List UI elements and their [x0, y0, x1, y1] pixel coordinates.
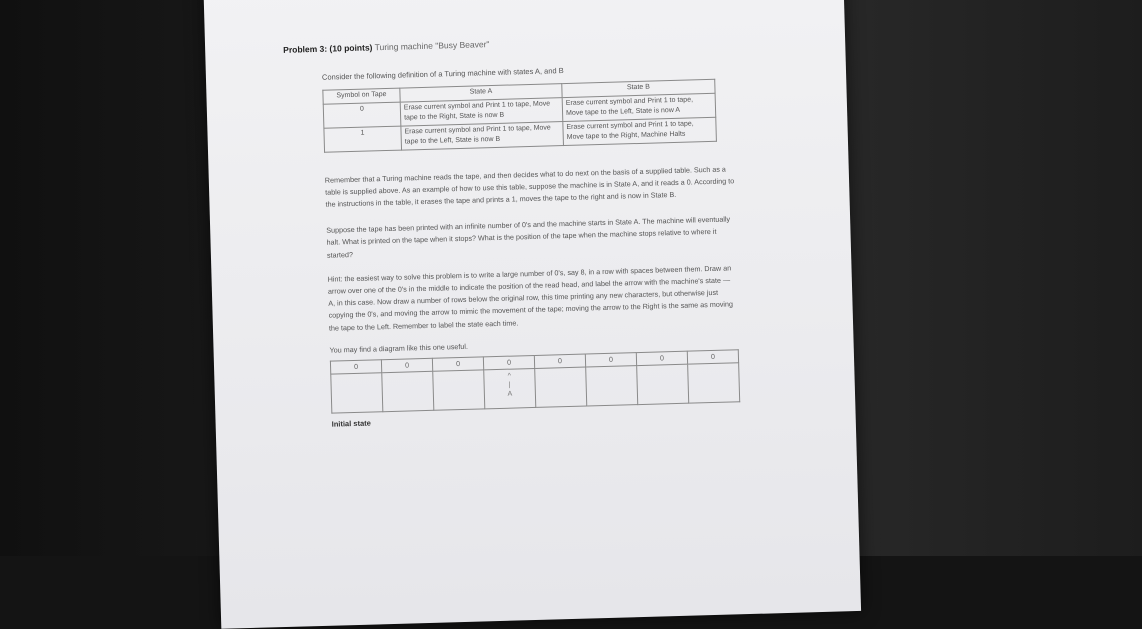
tape-cell: 0: [381, 358, 432, 372]
document-content: [283, 32, 764, 430]
paragraph-question: Suppose the tape has been printed with an infinite number of 0's and the machine starts in State A. The machine will eventually halt. What is printed on the tape when it stops? What is the position of the tape when the machine stops relative to where it started?: [326, 214, 731, 260]
empty-cell: [433, 370, 485, 410]
paragraph-hint: Hint: the easiest way to solve this problem is to write a large number of 0's, say 8, in a row with spaces between them. Draw an arrow over one of the 0's in the middle to indicate the position of the read head, and label the arrow with the machine's state — A, in this case. Now draw a number of rows below the original row, this time printing any new characters, but otherwise just copying the 0's, and moving the arrow to mimic the movement of the tape; moving the arrow to the Right is the same as moving the tape to the Left. Remember to label the state each time.: [327, 263, 734, 333]
row-state-a: Erase current symbol and Print 1 to tape, Move tape to the Left, State is now B: [401, 121, 564, 150]
paragraph-diagram-note: You may find a diagram like this one useful.: [329, 341, 469, 355]
paper-sheet: [203, 0, 861, 629]
row-symbol: 1: [324, 126, 402, 152]
arrow-shaft: |: [508, 381, 511, 389]
empty-cell: [331, 373, 383, 413]
paragraph-remember: Remember that a Turing machine reads the tape, and then decides what to do next on the basis of a supplied table. Such as a table is supplied above. As an example of how to use this table, suppose the machine is in State A, and it reads a 0. According to the instructions in the table, it erases the tape and prints a 1, moves the tape to the right and is now in State B.: [324, 164, 735, 209]
head-state-label: A: [507, 390, 513, 398]
problem-title: Problem 3: (10 points): [283, 42, 373, 55]
header-symbol: Symbol on Tape: [323, 88, 400, 104]
header-state-a: State A: [400, 84, 562, 102]
empty-cell: [382, 371, 434, 411]
initial-state-caption: Initial state: [331, 418, 371, 429]
empty-cell: [535, 367, 587, 407]
tape-cell: 0: [687, 350, 738, 364]
row-symbol: 0: [323, 102, 401, 128]
tape-diagram: [330, 349, 740, 413]
row-state-a: Erase current symbol and Print 1 to tape, Move tape to the Right, State is now B: [400, 97, 563, 126]
tape-cell: 0: [585, 353, 636, 367]
arrow-up-icon: ^: [507, 372, 512, 380]
problem-heading: [283, 32, 753, 55]
tape-cell: 0: [432, 357, 483, 371]
empty-cell: [688, 363, 740, 403]
header-state-b: State B: [562, 79, 715, 97]
tape-cell: 0: [483, 355, 534, 369]
empty-cell: [586, 366, 638, 406]
row-state-b: Erase current symbol and Print 1 to tape, Move tape to the Left, State is now A: [562, 93, 716, 121]
empty-cell: [637, 364, 689, 404]
read-head-cell: [484, 368, 536, 408]
row-state-b: Erase current symbol and Print 1 to tape, Move tape to the Right, Machine Halts: [563, 117, 717, 145]
tape-cell: 0: [534, 354, 585, 368]
intro-text: Consider the following definition of a Turing machine with states A, and B: [321, 66, 564, 82]
tape-cell: 0: [330, 360, 381, 374]
turing-table: [322, 79, 717, 152]
problem-subtitle: Turing machine "Busy Beaver": [374, 39, 490, 53]
tape-cell: 0: [636, 351, 687, 365]
